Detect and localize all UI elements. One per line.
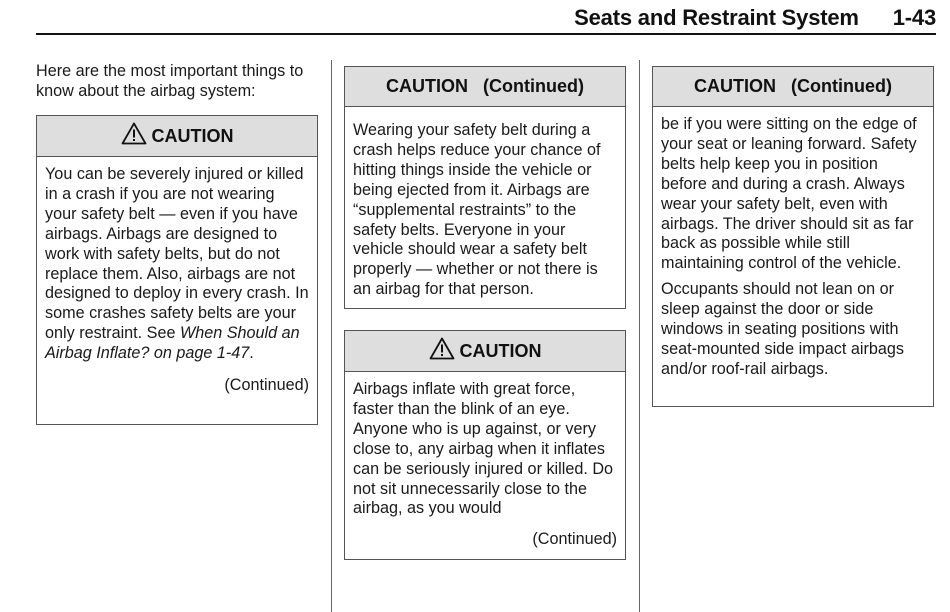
caution-box-1-text: You can be severely injured or killed in a crash if you are not wearing your safety belt — even if you have airbags. Airbags are designed to work with safety belts, but do not replace them. Also, airbags are not designed to deploy in every crash. In some crashes safety belts are your only restraint. See	[45, 165, 309, 343]
caution-box-1-continued	[344, 66, 626, 309]
caution-box-1-title: CAUTION	[151, 125, 234, 146]
caution-box-1-text-end: .	[249, 344, 254, 363]
warning-triangle-icon	[121, 122, 147, 145]
caution-box-2-continued-p1: be if you were sitting on the edge of your seat or leaning forward. Safety belts help keep you in position before and during a crash. Always wear your safety belt, even with airbags. The driver should sit as far back as possible while still maintaining control of the vehicle.	[661, 115, 917, 273]
warning-triangle-icon	[429, 337, 455, 360]
page-header	[574, 5, 936, 31]
caution-box-1-header	[37, 116, 317, 157]
caution-box-2-continued-p2: Occupants should not lean on or sleep against the door or side windows in seating positions with seat-mounted side impact airbags and/or roof-rail airbags.	[661, 280, 904, 378]
caution-box-2-text: Airbags inflate with great force, faster than the blink of an eye. Anyone who is up against, or very close to, any airbag when it inflates can be seriously injured or killed. Do not sit unnecessarily close to the airbag, as you would	[353, 380, 614, 518]
caution-box-1-body	[37, 157, 317, 396]
caution-box-2-continued	[652, 66, 934, 407]
caution-box-2-continued-header: CAUTION (Continued)	[653, 67, 933, 107]
continued-label-2: (Continued)	[532, 530, 617, 549]
page-number: 1-43	[892, 5, 936, 30]
caution-box-2	[344, 330, 626, 560]
intro-text: Here are the most important things to know about the airbag system:	[36, 62, 304, 100]
header-rule	[36, 33, 936, 35]
caution-box-1	[36, 115, 318, 425]
column-divider-2	[639, 60, 640, 612]
caution-box-2-continued-body	[653, 107, 933, 380]
continued-label-1: (Continued)	[224, 376, 309, 395]
column-divider-1	[331, 60, 332, 612]
caution-box-1-continued-header: CAUTION (Continued)	[345, 67, 625, 107]
cross-reference-link[interactable]: When Should an Airbag Inflate? on page 1-47	[45, 324, 300, 363]
caution-box-2-header	[345, 331, 625, 372]
caution-box-2-body	[345, 372, 625, 550]
caution-box-1-continued-body: Wearing your safety belt during a crash helps reduce your chance of hitting things inside the vehicle or being ejected from it. Airbags are “supplemental restraints” to the safety belts. Everyone in your vehicle should wear a safety belt properly — whether or not there is an airbag for that person.	[353, 121, 601, 299]
caution-box-2-title: CAUTION	[459, 340, 542, 361]
section-title: Seats and Restraint System	[574, 5, 859, 30]
